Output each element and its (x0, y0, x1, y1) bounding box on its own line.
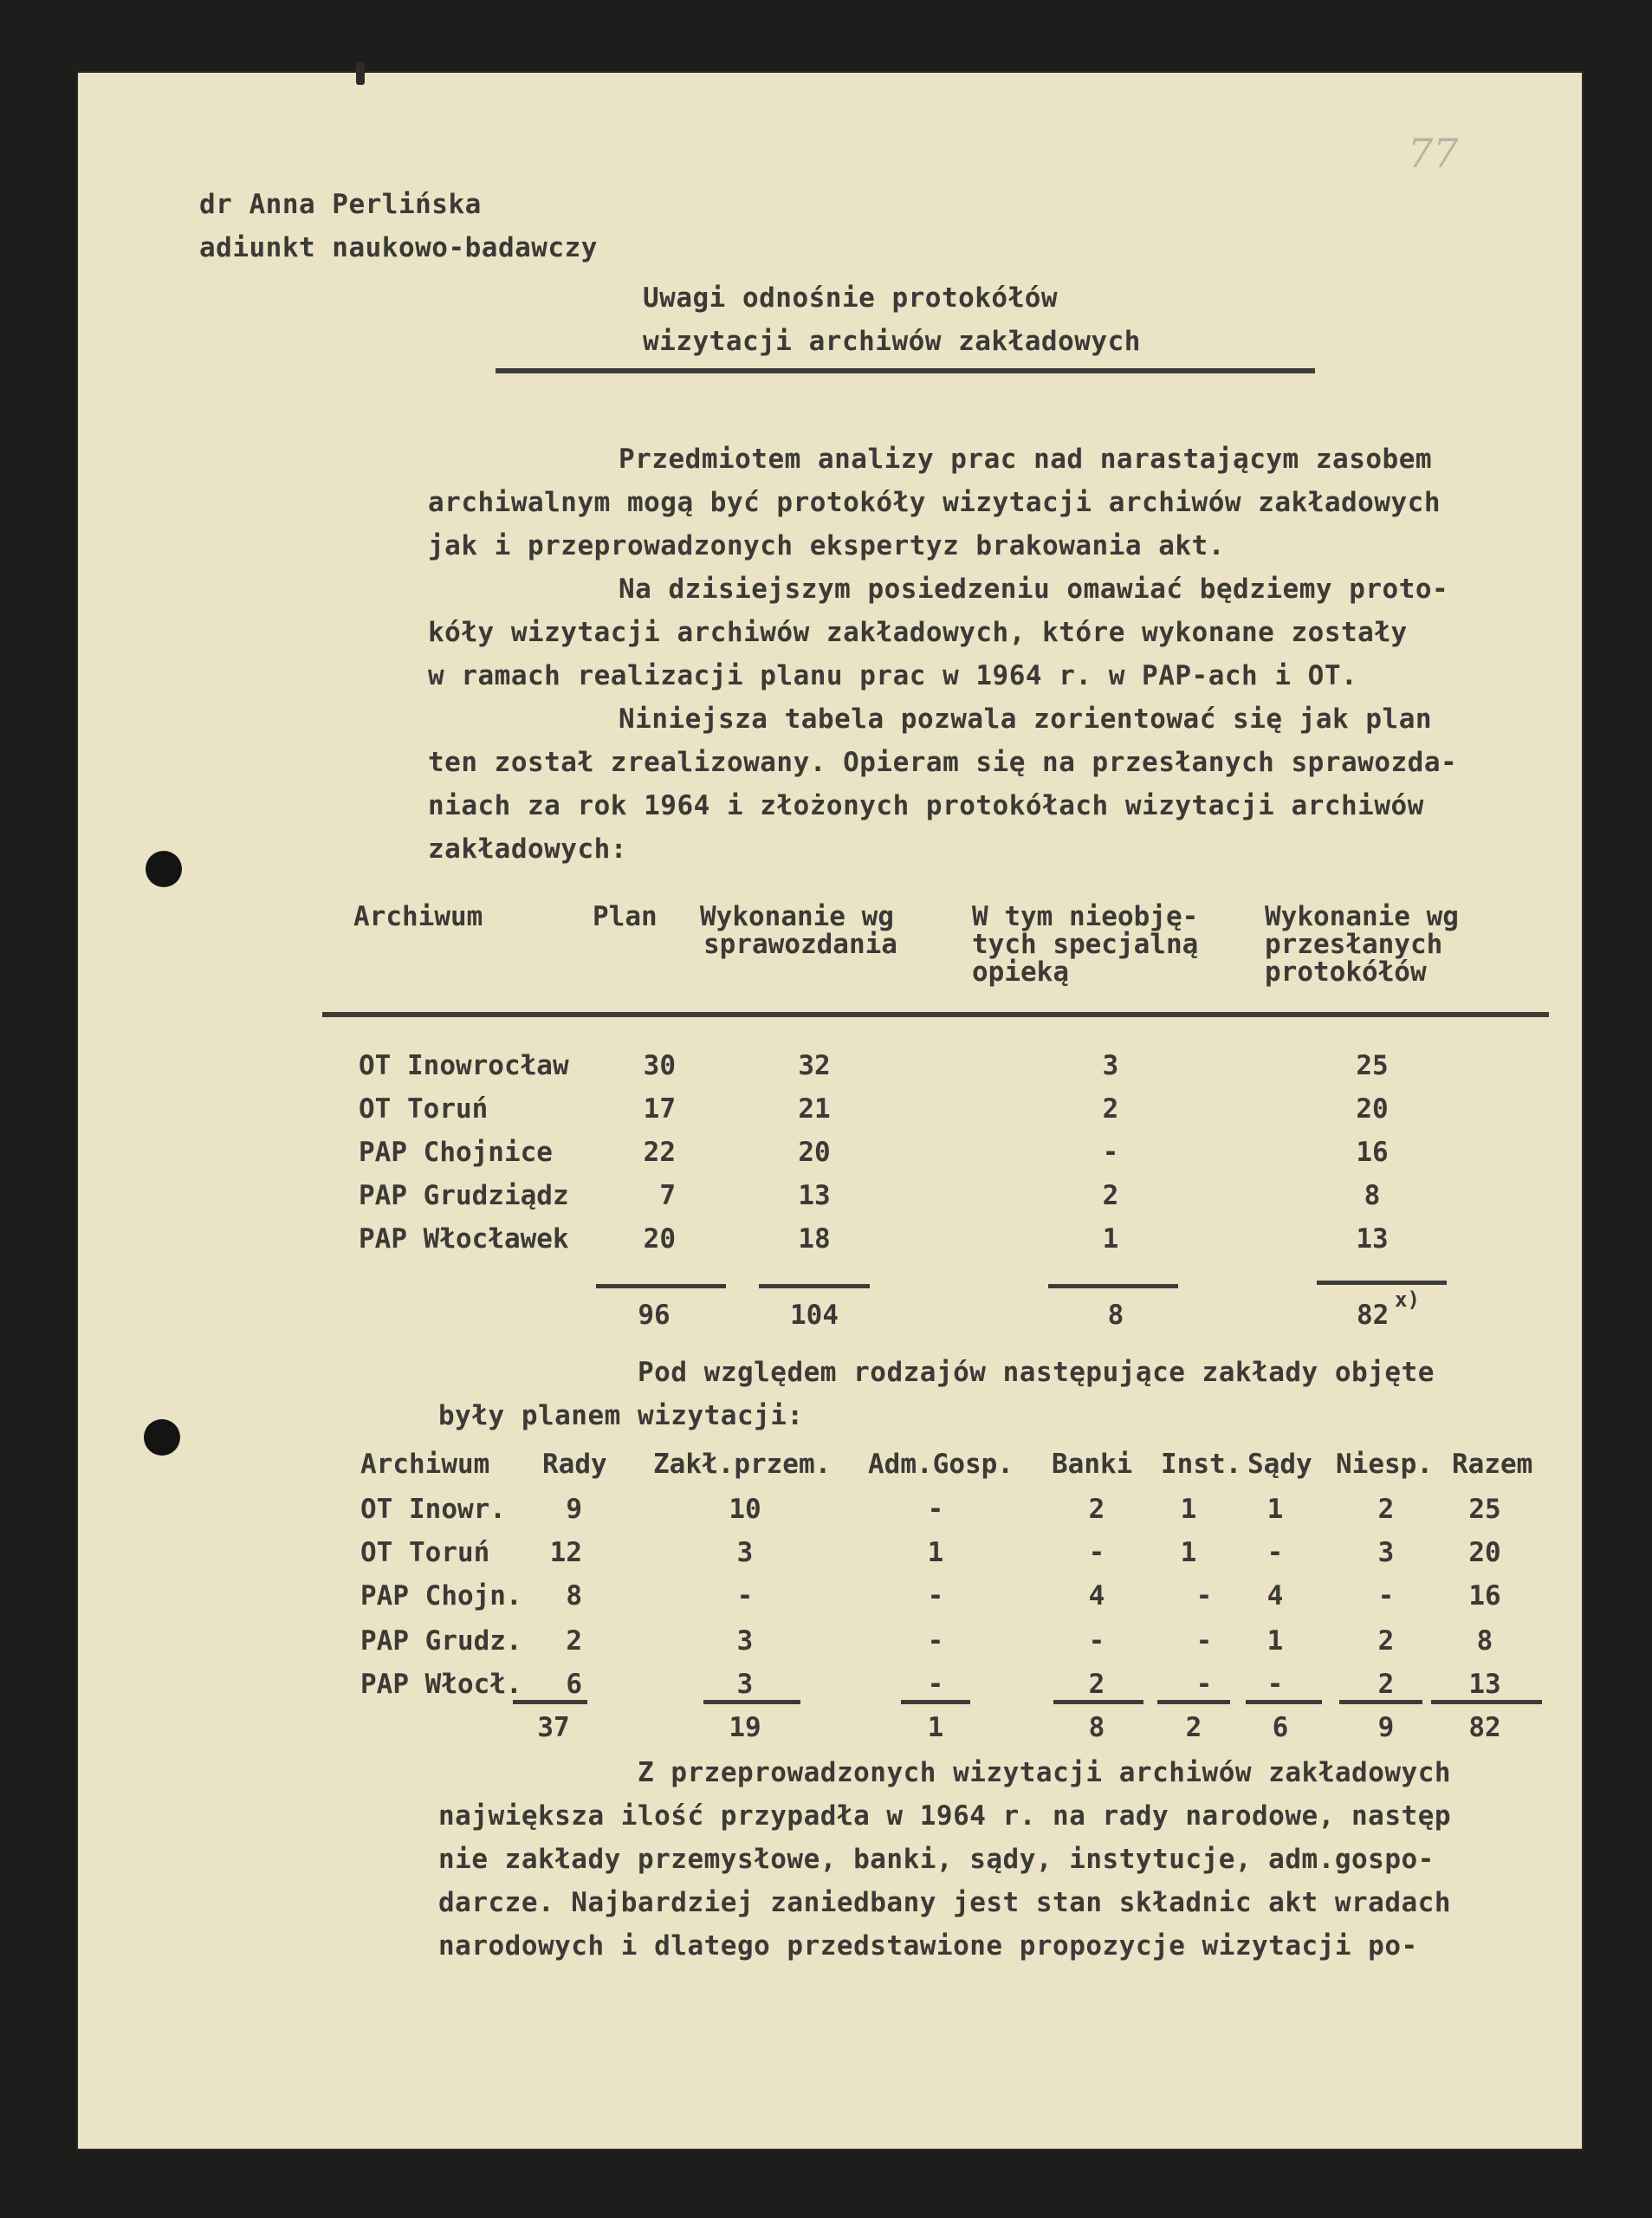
t2-row-4-rady: 2 (566, 1625, 582, 1657)
t2-header-razem: Razem (1452, 1449, 1533, 1480)
t2-row-2-zakl: 3 (736, 1537, 754, 1568)
t2-row-4-inst: - (1195, 1625, 1213, 1657)
t2-total-razem: 82 (1468, 1712, 1501, 1743)
t2-row-2-inst: 1 (1180, 1537, 1197, 1568)
author-name: dr Anna Perlińska (199, 189, 482, 220)
t2-row-5-inst: - (1195, 1669, 1213, 1700)
t2-row-3-banki: 4 (1088, 1580, 1105, 1612)
t2-sum-line-adm (901, 1700, 970, 1704)
t1-row-4-name: PAP Grudziądz (359, 1180, 569, 1211)
paragraph-2-line-1: Na dzisiejszym posiedzeniu omawiać będziemy proto- (619, 574, 1449, 605)
author-position: adiunkt naukowo-badawczy (199, 232, 598, 263)
t2-total-rady: 37 (537, 1712, 570, 1743)
t1-total-wyk: 104 (790, 1300, 839, 1331)
t2-total-niesp: 9 (1377, 1712, 1395, 1743)
t1-total-prot-footnote: x) (1395, 1287, 1420, 1312)
t1-sum-line-wtym (1048, 1284, 1178, 1288)
title-underline (496, 368, 1315, 373)
t1-row-3-name: PAP Chojnice (359, 1137, 553, 1168)
paragraph-3-line-4: zakładowych: (428, 833, 627, 865)
t2-row-2-razem: 20 (1468, 1537, 1501, 1568)
t1-sum-line-prot (1317, 1281, 1447, 1285)
t2-row-5-niesp: 2 (1377, 1669, 1395, 1700)
t2-row-3-inst: - (1195, 1580, 1213, 1612)
t2-row-2-name: OT Toruń (360, 1537, 490, 1568)
t1-header-rule (322, 1012, 1549, 1017)
t2-row-4-razem: 8 (1476, 1625, 1493, 1657)
t2-sum-line-razem (1431, 1700, 1542, 1704)
t1-header-wykonanie-2: sprawozdania (703, 929, 897, 960)
t1-header-protokoly-1: Wykonanie wg (1265, 901, 1459, 932)
t2-row-1-inst: 1 (1180, 1494, 1197, 1525)
t1-row-2-plan: 17 (643, 1093, 676, 1125)
t1-header-wtym-2: tych specjalną (972, 929, 1199, 960)
t2-row-5-zakl: 3 (736, 1669, 754, 1700)
t2-header-inst: Inst. (1161, 1449, 1242, 1480)
title-line-1: Uwagi odnośnie protokółów (643, 282, 1059, 314)
t2-row-1-razem: 25 (1468, 1494, 1501, 1525)
paragraph-5-line-3: nie zakłady przemysłowe, banki, sądy, instytucje, adm.gospo- (438, 1844, 1435, 1875)
t2-row-1-rady: 9 (566, 1494, 582, 1525)
punch-hole-bottom (144, 1419, 180, 1456)
t1-row-3-prot: 16 (1356, 1137, 1389, 1168)
paragraph-1-line-1: Przedmiotem analizy prac nad narastającym zasobem (619, 444, 1433, 475)
paragraph-5-line-1: Z przeprowadzonych wizytacji archiwów zakładowych (638, 1757, 1452, 1788)
t2-total-sady: 6 (1272, 1712, 1289, 1743)
t1-header-wykonanie-1: Wykonanie wg (700, 901, 894, 932)
t2-row-3-rady: 8 (566, 1580, 582, 1612)
t1-header-protokoly-2: przesłanych (1265, 929, 1443, 960)
t1-row-5-wtym: 1 (1102, 1223, 1119, 1255)
t1-row-1-plan: 30 (643, 1050, 676, 1081)
t2-row-3-sady: 4 (1267, 1580, 1284, 1612)
page-number: 77 (1408, 130, 1459, 177)
paragraph-1-line-2: archiwalnym mogą być protokóły wizytacji archiwów zakładowych (428, 487, 1441, 518)
t1-header-protokoly-3: protokółów (1265, 957, 1427, 988)
t2-row-2-adm: 1 (927, 1537, 944, 1568)
paragraph-4-line-2: były planem wizytacji: (438, 1400, 804, 1431)
t1-row-5-wyk: 18 (798, 1223, 831, 1255)
t2-row-5-banki: 2 (1088, 1669, 1105, 1700)
t1-row-5-name: PAP Włocławek (359, 1223, 569, 1255)
t2-row-3-niesp: - (1377, 1580, 1395, 1612)
t1-row-4-wyk: 13 (798, 1180, 831, 1211)
t1-header-plan: Plan (593, 901, 658, 932)
t2-row-3-name: PAP Chojn. (360, 1580, 522, 1612)
t2-row-4-niesp: 2 (1377, 1625, 1395, 1657)
paragraph-3-line-3: niach za rok 1964 i złożonych protokółach wizytacji archiwów (428, 790, 1424, 821)
t1-row-4-prot: 8 (1364, 1180, 1381, 1211)
t1-total-plan: 96 (638, 1300, 671, 1331)
t2-total-banki: 8 (1088, 1712, 1105, 1743)
t1-row-1-wyk: 32 (798, 1050, 831, 1081)
t2-row-1-adm: - (927, 1494, 944, 1525)
paragraph-2-line-3: w ramach realizacji planu prac w 1964 r. w PAP-ach i OT. (428, 660, 1358, 691)
t1-row-2-prot: 20 (1356, 1093, 1389, 1125)
t1-header-wtym-1: W tym nieobję- (972, 901, 1199, 932)
t1-header-wtym-3: opieką (972, 957, 1069, 988)
paragraph-2-line-2: kóły wizytacji archiwów zakładowych, które wykonane zostały (428, 617, 1408, 648)
t2-row-1-sady: 1 (1267, 1494, 1284, 1525)
t1-row-3-plan: 22 (643, 1137, 676, 1168)
t2-row-4-adm: - (927, 1625, 944, 1657)
t2-header-niesp: Niesp. (1336, 1449, 1433, 1480)
t2-sum-line-inst (1157, 1700, 1230, 1704)
t2-row-2-sady: - (1267, 1537, 1284, 1568)
paragraph-4-line-1: Pod względem rodzajów następujące zakłady objęte (638, 1357, 1435, 1388)
t2-header-adm-gosp: Adm.Gosp. (868, 1449, 1014, 1480)
t1-row-4-wtym: 2 (1102, 1180, 1119, 1211)
t1-header-archiwum: Archiwum (353, 901, 483, 932)
t1-row-2-wtym: 2 (1102, 1093, 1119, 1125)
t2-sum-line-sady (1246, 1700, 1322, 1704)
t2-row-3-zakl: - (736, 1580, 754, 1612)
t2-row-4-sady: 1 (1267, 1625, 1284, 1657)
title-line-2: wizytacji archiwów zakładowych (643, 326, 1141, 357)
t2-row-4-banki: - (1088, 1625, 1105, 1657)
t2-total-zakl: 19 (729, 1712, 761, 1743)
t1-row-4-plan: 7 (659, 1180, 676, 1211)
t2-header-rady: Rady (542, 1449, 607, 1480)
t2-sum-line-banki (1053, 1700, 1143, 1704)
t2-row-1-niesp: 2 (1377, 1494, 1395, 1525)
t2-row-1-zakl: 10 (729, 1494, 761, 1525)
staple-mark (356, 62, 365, 85)
paragraph-3-line-2: ten został zrealizowany. Opieram się na przesłanych sprawozda- (428, 747, 1458, 778)
t2-row-2-banki: - (1088, 1537, 1105, 1568)
t2-total-inst: 2 (1185, 1712, 1202, 1743)
t1-row-2-name: OT Toruń (359, 1093, 489, 1125)
paragraph-1-line-3: jak i przeprowadzonych ekspertyz brakowania akt. (428, 530, 1225, 561)
t2-row-4-name: PAP Grudz. (360, 1625, 522, 1657)
t1-row-3-wtym: - (1102, 1137, 1119, 1168)
t2-row-3-adm: - (927, 1580, 944, 1612)
t1-row-1-wtym: 3 (1102, 1050, 1119, 1081)
t2-row-5-rady: 6 (566, 1669, 582, 1700)
t2-sum-line-rady (513, 1700, 587, 1704)
t2-row-1-name: OT Inowr. (360, 1494, 506, 1525)
t1-row-5-plan: 20 (643, 1223, 676, 1255)
paragraph-5-line-2: największa ilość przypadła w 1964 r. na rady narodowe, następ (438, 1800, 1451, 1832)
t2-row-5-adm: - (927, 1669, 944, 1700)
t1-row-2-wyk: 21 (798, 1093, 831, 1125)
t2-row-3-razem: 16 (1468, 1580, 1501, 1612)
paragraph-3-line-1: Niniejsza tabela pozwala zorientować się jak plan (619, 704, 1433, 735)
t2-total-adm: 1 (927, 1712, 944, 1743)
t2-header-archiwum: Archiwum (360, 1449, 490, 1480)
t2-row-2-niesp: 3 (1377, 1537, 1395, 1568)
t2-header-sady: Sądy (1247, 1449, 1312, 1480)
t2-row-5-razem: 13 (1468, 1669, 1501, 1700)
t2-header-zakl-przem: Zakł.przem. (653, 1449, 832, 1480)
t1-row-3-wyk: 20 (798, 1137, 831, 1168)
t1-row-1-prot: 25 (1356, 1050, 1389, 1081)
t2-header-banki: Banki (1052, 1449, 1133, 1480)
t2-row-2-rady: 12 (549, 1537, 582, 1568)
t1-total-wtym: 8 (1107, 1300, 1124, 1331)
paragraph-5-line-5: narodowych i dlatego przedstawione propozycje wizytacji po- (438, 1930, 1418, 1962)
t2-row-5-name: PAP Włocł. (360, 1669, 522, 1700)
t2-sum-line-zakl (703, 1700, 800, 1704)
paragraph-5-line-4: darcze. Najbardziej zaniedbany jest stan składnic akt wradach (438, 1887, 1451, 1918)
t1-row-5-prot: 13 (1356, 1223, 1389, 1255)
t2-row-5-sady: - (1267, 1669, 1284, 1700)
t1-row-1-name: OT Inowrocław (359, 1050, 569, 1081)
t2-row-4-zakl: 3 (736, 1625, 754, 1657)
t1-total-prot: 82 (1357, 1300, 1390, 1331)
t2-row-1-banki: 2 (1088, 1494, 1105, 1525)
t2-sum-line-niesp (1339, 1700, 1422, 1704)
t1-sum-line-plan (596, 1284, 726, 1288)
t1-sum-line-wyk (759, 1284, 870, 1288)
punch-hole-top (146, 851, 182, 887)
